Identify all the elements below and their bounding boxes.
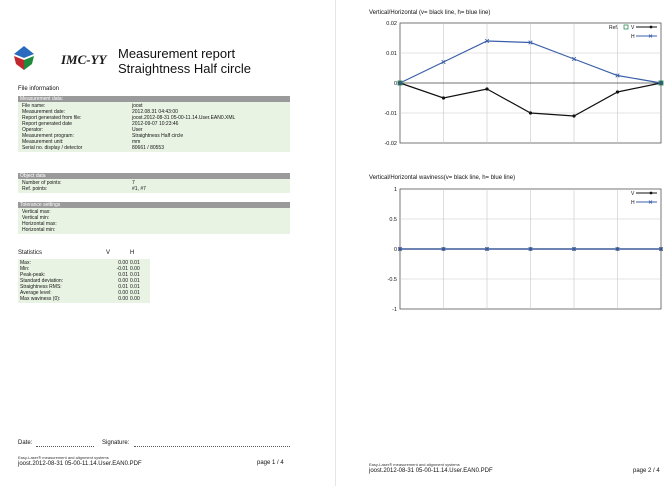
data-point-v [442, 96, 445, 99]
y-tick-label: -0.01 [384, 111, 397, 117]
straightness-chart [336, 18, 672, 152]
legend-label-ref: Ref. [609, 25, 619, 31]
row-key: Vertical min: [22, 215, 50, 221]
statistics-v-value: 0.00 [118, 260, 128, 266]
report-title-line-2: Straightness Half circle [118, 61, 251, 76]
statistics-v-value: 0.00 [118, 278, 128, 284]
statistics-key: Max: [20, 260, 31, 266]
data-point-v [485, 87, 488, 90]
statistics-key: Peak-peak: [20, 272, 46, 278]
report-title-line-1: Measurement report [118, 46, 236, 61]
chart1-title: Vertical/Horizontal (v= black line, h= blue line) [369, 10, 491, 16]
row-value: 7 [132, 180, 135, 186]
row-key: Report generated from file: [22, 115, 82, 121]
footer-page-number-p2: page 2 / 4 [633, 468, 660, 474]
statistics-key: Standard deviation: [20, 278, 64, 284]
row-key: Measurement unit: [22, 139, 64, 145]
report-page-2 [336, 0, 672, 486]
statistics-key: Average level: [20, 290, 52, 296]
object-data-header: Object data [18, 173, 290, 179]
row-key: Serial no. display / detector [22, 145, 83, 151]
object-data-body [18, 179, 290, 193]
data-row [20, 145, 290, 151]
statistics-col-v: V [106, 250, 111, 256]
statistics-v-value: 0.00 [118, 296, 128, 302]
statistics-h-value: 0.00 [130, 266, 140, 272]
report-title [118, 46, 251, 76]
row-key: Operator: [22, 127, 44, 133]
legend-label-h: H [631, 34, 635, 40]
statistics-v-value: 0.01 [118, 284, 128, 290]
y-tick-label: -0.5 [387, 277, 397, 283]
footer-file-p2: joost.2012-08-31 05-00-11.14.User.EAN0.PDF [369, 468, 493, 474]
file-info-label: File information [18, 86, 60, 92]
statistics-v-value: 0.01 [118, 272, 128, 278]
logo-text: IMC-YY [61, 52, 107, 67]
row-key: Report generated date [22, 121, 73, 127]
footer-company: Easy-Laser® measurement and alignment systems [18, 455, 109, 460]
row-value: Straightness Half circle [132, 133, 184, 139]
legend-marker-v [650, 26, 653, 29]
row-value: joost.2012-08-31 05-00-11.14.User.EAN0.XML [132, 115, 236, 121]
y-tick-label: 0 [393, 247, 397, 253]
row-key: Horizontal min: [22, 227, 56, 233]
row-key: Vertical max: [22, 209, 51, 215]
row-value: 2012.08.31 04:43:00 [132, 109, 178, 115]
statistics-row [18, 296, 150, 302]
row-key: Horizontal max: [22, 221, 57, 227]
statistics-h-value: 0.01 [130, 278, 140, 284]
y-tick-label: -1 [392, 307, 397, 313]
legend-label-h: H [631, 200, 635, 206]
row-value: mm [132, 139, 141, 145]
y-tick-label: 1 [393, 187, 397, 193]
row-value: 2012-09-07 10:23:46 [132, 121, 179, 127]
row-value: joost [132, 103, 143, 109]
y-tick-label: 0.01 [386, 51, 397, 57]
data-point-v [616, 90, 619, 93]
tolerance-header: Tolerance settings [18, 202, 290, 208]
logo-wing-left [14, 56, 24, 70]
data-point-v [572, 114, 575, 117]
row-key: Number of points: [22, 180, 62, 186]
tolerance-body [18, 208, 290, 234]
footer-company-p2: Easy-Laser® measurement and alignment systems [369, 462, 460, 467]
data-row [20, 186, 290, 192]
statistics-table [18, 259, 150, 303]
row-key: Measurement date: [22, 109, 66, 115]
legend-marker-v [650, 192, 653, 195]
row-key: File name: [22, 103, 46, 109]
statistics-col-h: H [130, 250, 135, 256]
statistics-h-value: 0.01 [130, 260, 140, 266]
logo-diamond-top [14, 46, 34, 58]
y-tick-label: 0.02 [386, 21, 397, 27]
date-line [36, 446, 94, 447]
data-point-v [529, 111, 532, 114]
statistics-header [18, 250, 158, 258]
statistics-key: Min: [20, 266, 30, 272]
signature-label: Signature: [102, 440, 130, 446]
statistics-label: Statistics [18, 250, 43, 256]
object-data-section [18, 173, 290, 193]
statistics-h-value: 0.01 [130, 284, 140, 290]
statistics-h-value: 0.00 [130, 296, 140, 302]
date-label: Date: [18, 440, 33, 446]
measurement-data-section [18, 96, 290, 152]
statistics-key: Max waviness (0): [20, 296, 61, 302]
chart2-title: Vertical/Horizontal waviness(v= black line, h= blue line) [369, 175, 516, 181]
y-tick-label: 0.5 [389, 217, 397, 223]
measurement-data-header: Measurement data: [18, 96, 290, 102]
footer-file: joost.2012-08-31 05-00-11.14.User.EAN0.PDF [18, 461, 142, 467]
statistics-h-value: 0.01 [130, 272, 140, 278]
waviness-chart [336, 184, 672, 320]
statistics-h-value: 0.01 [130, 290, 140, 296]
data-row [20, 227, 290, 233]
legend-label-v: V [631, 25, 635, 31]
row-value: #1, #7 [132, 186, 146, 192]
signature-line [134, 446, 290, 447]
logo-wing-right [24, 56, 34, 70]
statistics-key: Straightness RMS: [20, 284, 62, 290]
row-key: Ref. points: [22, 186, 48, 192]
legend-label-v: V [631, 191, 635, 197]
row-value: 80661 / 80553 [132, 145, 164, 151]
y-tick-label: 0 [393, 81, 397, 87]
y-tick-label: -0.02 [384, 141, 397, 147]
footer-page-number: page 1 / 4 [257, 460, 284, 466]
row-value: User [132, 127, 143, 133]
statistics-v-value: 0.00 [118, 290, 128, 296]
tolerance-section [18, 202, 290, 234]
statistics-v-value: -0.01 [116, 266, 128, 272]
measurement-data-body [18, 102, 290, 152]
row-key: Measurement program: [22, 133, 74, 139]
